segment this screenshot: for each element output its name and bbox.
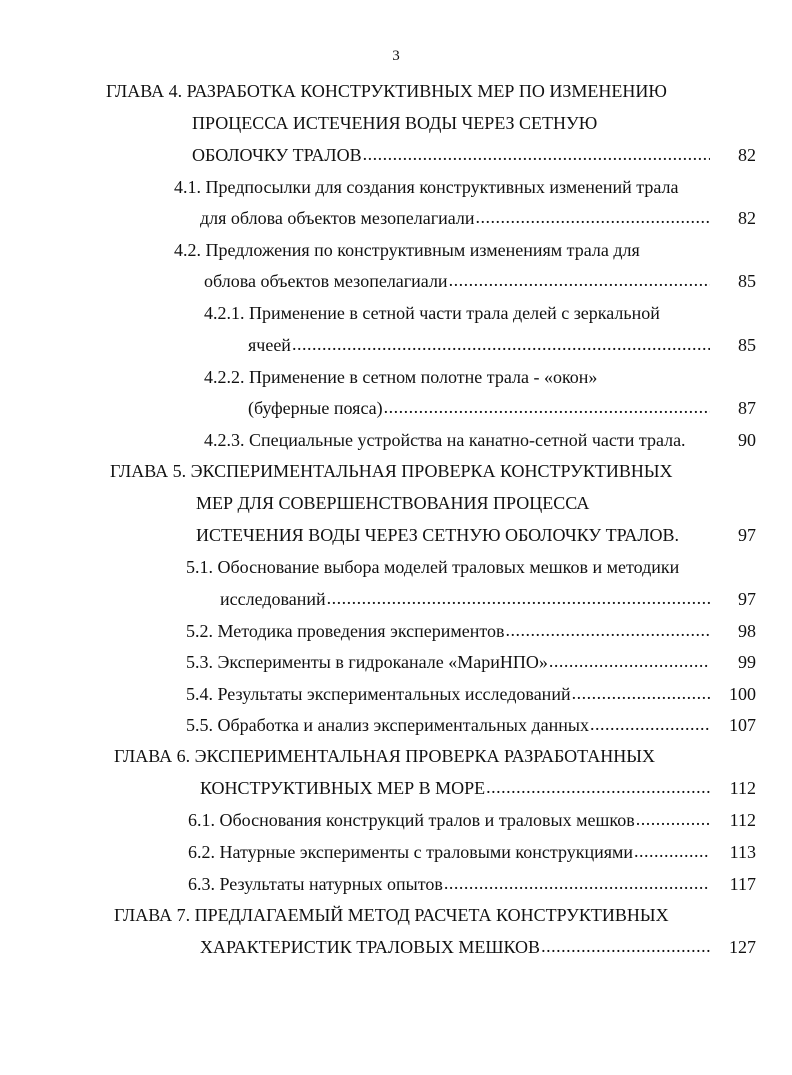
page-ref: 112	[729, 778, 756, 798]
page-ref: 113	[729, 842, 756, 862]
toc-entry-4-2-1[interactable]	[248, 334, 756, 356]
s5-5-title: 5.5. Обработка и анализ экспериментальных данных	[186, 715, 589, 735]
s4-2-3-line-1[interactable]: 4.2.3. Специальные устройства на канатно-сетной части трала.	[204, 430, 686, 450]
toc-entry-6-1[interactable]	[188, 809, 756, 831]
s6-3-title: 6.3. Результаты натурных опытов	[188, 874, 443, 894]
s5-1-line-1: 5.1. Обоснование выбора моделей траловых мешков и методики	[186, 557, 680, 577]
page-ref: 87	[738, 398, 756, 418]
ch5-page-ref: 97	[738, 525, 756, 545]
s5-1-line-2: исследований	[220, 589, 326, 609]
s5-2-title: 5.2. Методика проведения экспериментов	[186, 621, 505, 641]
page-number: 3	[392, 48, 400, 64]
page-ref: 99	[738, 652, 756, 672]
toc-entry-4-2-2[interactable]	[248, 397, 756, 419]
toc-entry-5-1[interactable]	[220, 588, 756, 610]
s4-2-line-1: 4.2. Предложения по конструктивным изменениям трала для	[174, 240, 640, 260]
page-ref: 82	[738, 145, 756, 165]
toc-entry-ch4[interactable]	[192, 144, 756, 166]
s4-2-line-2: облова объектов мезопелагиали	[204, 271, 448, 291]
ch4-title-line-2: ПРОЦЕССА ИСТЕЧЕНИЯ ВОДЫ ЧЕРЕЗ СЕТНУЮ	[192, 113, 598, 133]
toc-entry-5-2[interactable]	[186, 620, 756, 642]
s6-2-title: 6.2. Натурные эксперименты с траловыми конструкциями	[188, 842, 634, 862]
ch6-title-line-2: КОНСТРУКТИВНЫХ МЕР В МОРЕ	[200, 778, 486, 798]
s4-2-1-line-1: 4.2.1. Применение в сетной части трала делей с зеркальной	[204, 303, 660, 323]
toc-entry-5-4[interactable]	[186, 683, 756, 705]
ch4-title-line-3: ОБОЛОЧКУ ТРАЛОВ	[192, 145, 362, 165]
leader-dots	[327, 587, 710, 609]
toc-entry-4-1[interactable]	[200, 207, 756, 229]
ch5-title-line-3[interactable]: ИСТЕЧЕНИЯ ВОДЫ ЧЕРЕЗ СЕТНУЮ ОБОЛОЧКУ ТРАЛОВ.	[196, 525, 680, 545]
leader-dots	[292, 333, 710, 355]
leader-dots	[549, 650, 710, 672]
leader-dots	[590, 713, 710, 735]
s4-2-2-line-1: 4.2.2. Применение в сетном полотне трала - «окон»	[204, 367, 598, 387]
toc-entry-6-2[interactable]	[188, 841, 756, 863]
leader-dots	[634, 840, 710, 862]
toc-entry-ch7[interactable]	[200, 936, 756, 958]
ch6-title-line-1: ГЛАВА 6. ЭКСПЕРИМЕНТАЛЬНАЯ ПРОВЕРКА РАЗРАБОТАННЫХ	[114, 746, 655, 766]
toc-entry-ch6[interactable]	[200, 777, 756, 799]
leader-dots	[475, 206, 710, 228]
page-ref: 98	[738, 621, 756, 641]
s4-2-1-line-2: ячеей	[248, 335, 291, 355]
s4-2-2-line-2: (буферные пояса)	[248, 398, 383, 418]
page-ref: 82	[738, 208, 756, 228]
leader-dots	[636, 808, 710, 830]
page-ref: 97	[738, 589, 756, 609]
leader-dots	[506, 619, 711, 641]
page-ref: 112	[729, 810, 756, 830]
toc-entry-4-2[interactable]	[204, 270, 756, 292]
page-ref: 117	[729, 874, 756, 894]
page-ref: 100	[729, 684, 756, 704]
leader-dots	[384, 396, 710, 418]
s5-3-title: 5.3. Эксперименты в гидроканале «МариНПО»	[186, 652, 548, 672]
leader-dots	[541, 935, 710, 957]
s4-1-line-2: для облова объектов мезопелагиали	[200, 208, 475, 228]
leader-dots	[572, 682, 710, 704]
page-ref: 85	[738, 335, 756, 355]
ch4-title-line-1: ГЛАВА 4. РАЗРАБОТКА КОНСТРУКТИВНЫХ МЕР ПО ИЗМЕНЕНИЮ	[106, 81, 667, 101]
s4-2-3-page-ref: 90	[738, 430, 756, 450]
toc-entry-5-3[interactable]	[186, 651, 756, 673]
toc-entry-6-3[interactable]	[188, 873, 756, 895]
ch7-title-line-2: ХАРАКТЕРИСТИК ТРАЛОВЫХ МЕШКОВ	[200, 937, 541, 957]
leader-dots	[486, 776, 710, 798]
s5-4-title: 5.4. Результаты экспериментальных исследований	[186, 684, 571, 704]
leader-dots	[444, 872, 710, 894]
ch5-title-line-1: ГЛАВА 5. ЭКСПЕРИМЕНТАЛЬНАЯ ПРОВЕРКА КОНСТРУКТИВНЫХ	[110, 461, 673, 481]
page-ref: 85	[738, 271, 756, 291]
s4-1-line-1: 4.1. Предпосылки для создания конструктивных изменений трала	[174, 177, 679, 197]
ch5-title-line-2: МЕР ДЛЯ СОВЕРШЕНСТВОВАНИЯ ПРОЦЕССА	[196, 493, 590, 513]
toc-entry-5-5[interactable]	[186, 714, 756, 736]
ch7-title-line-1: ГЛАВА 7. ПРЕДЛАГАЕМЫЙ МЕТОД РАСЧЕТА КОНСТРУКТИВНЫХ	[114, 905, 669, 925]
leader-dots	[363, 143, 710, 165]
leader-dots	[449, 269, 710, 291]
s6-1-title: 6.1. Обоснования конструкций тралов и траловых мешков	[188, 810, 635, 830]
page-ref: 127	[729, 937, 756, 957]
page-ref: 107	[729, 715, 756, 735]
